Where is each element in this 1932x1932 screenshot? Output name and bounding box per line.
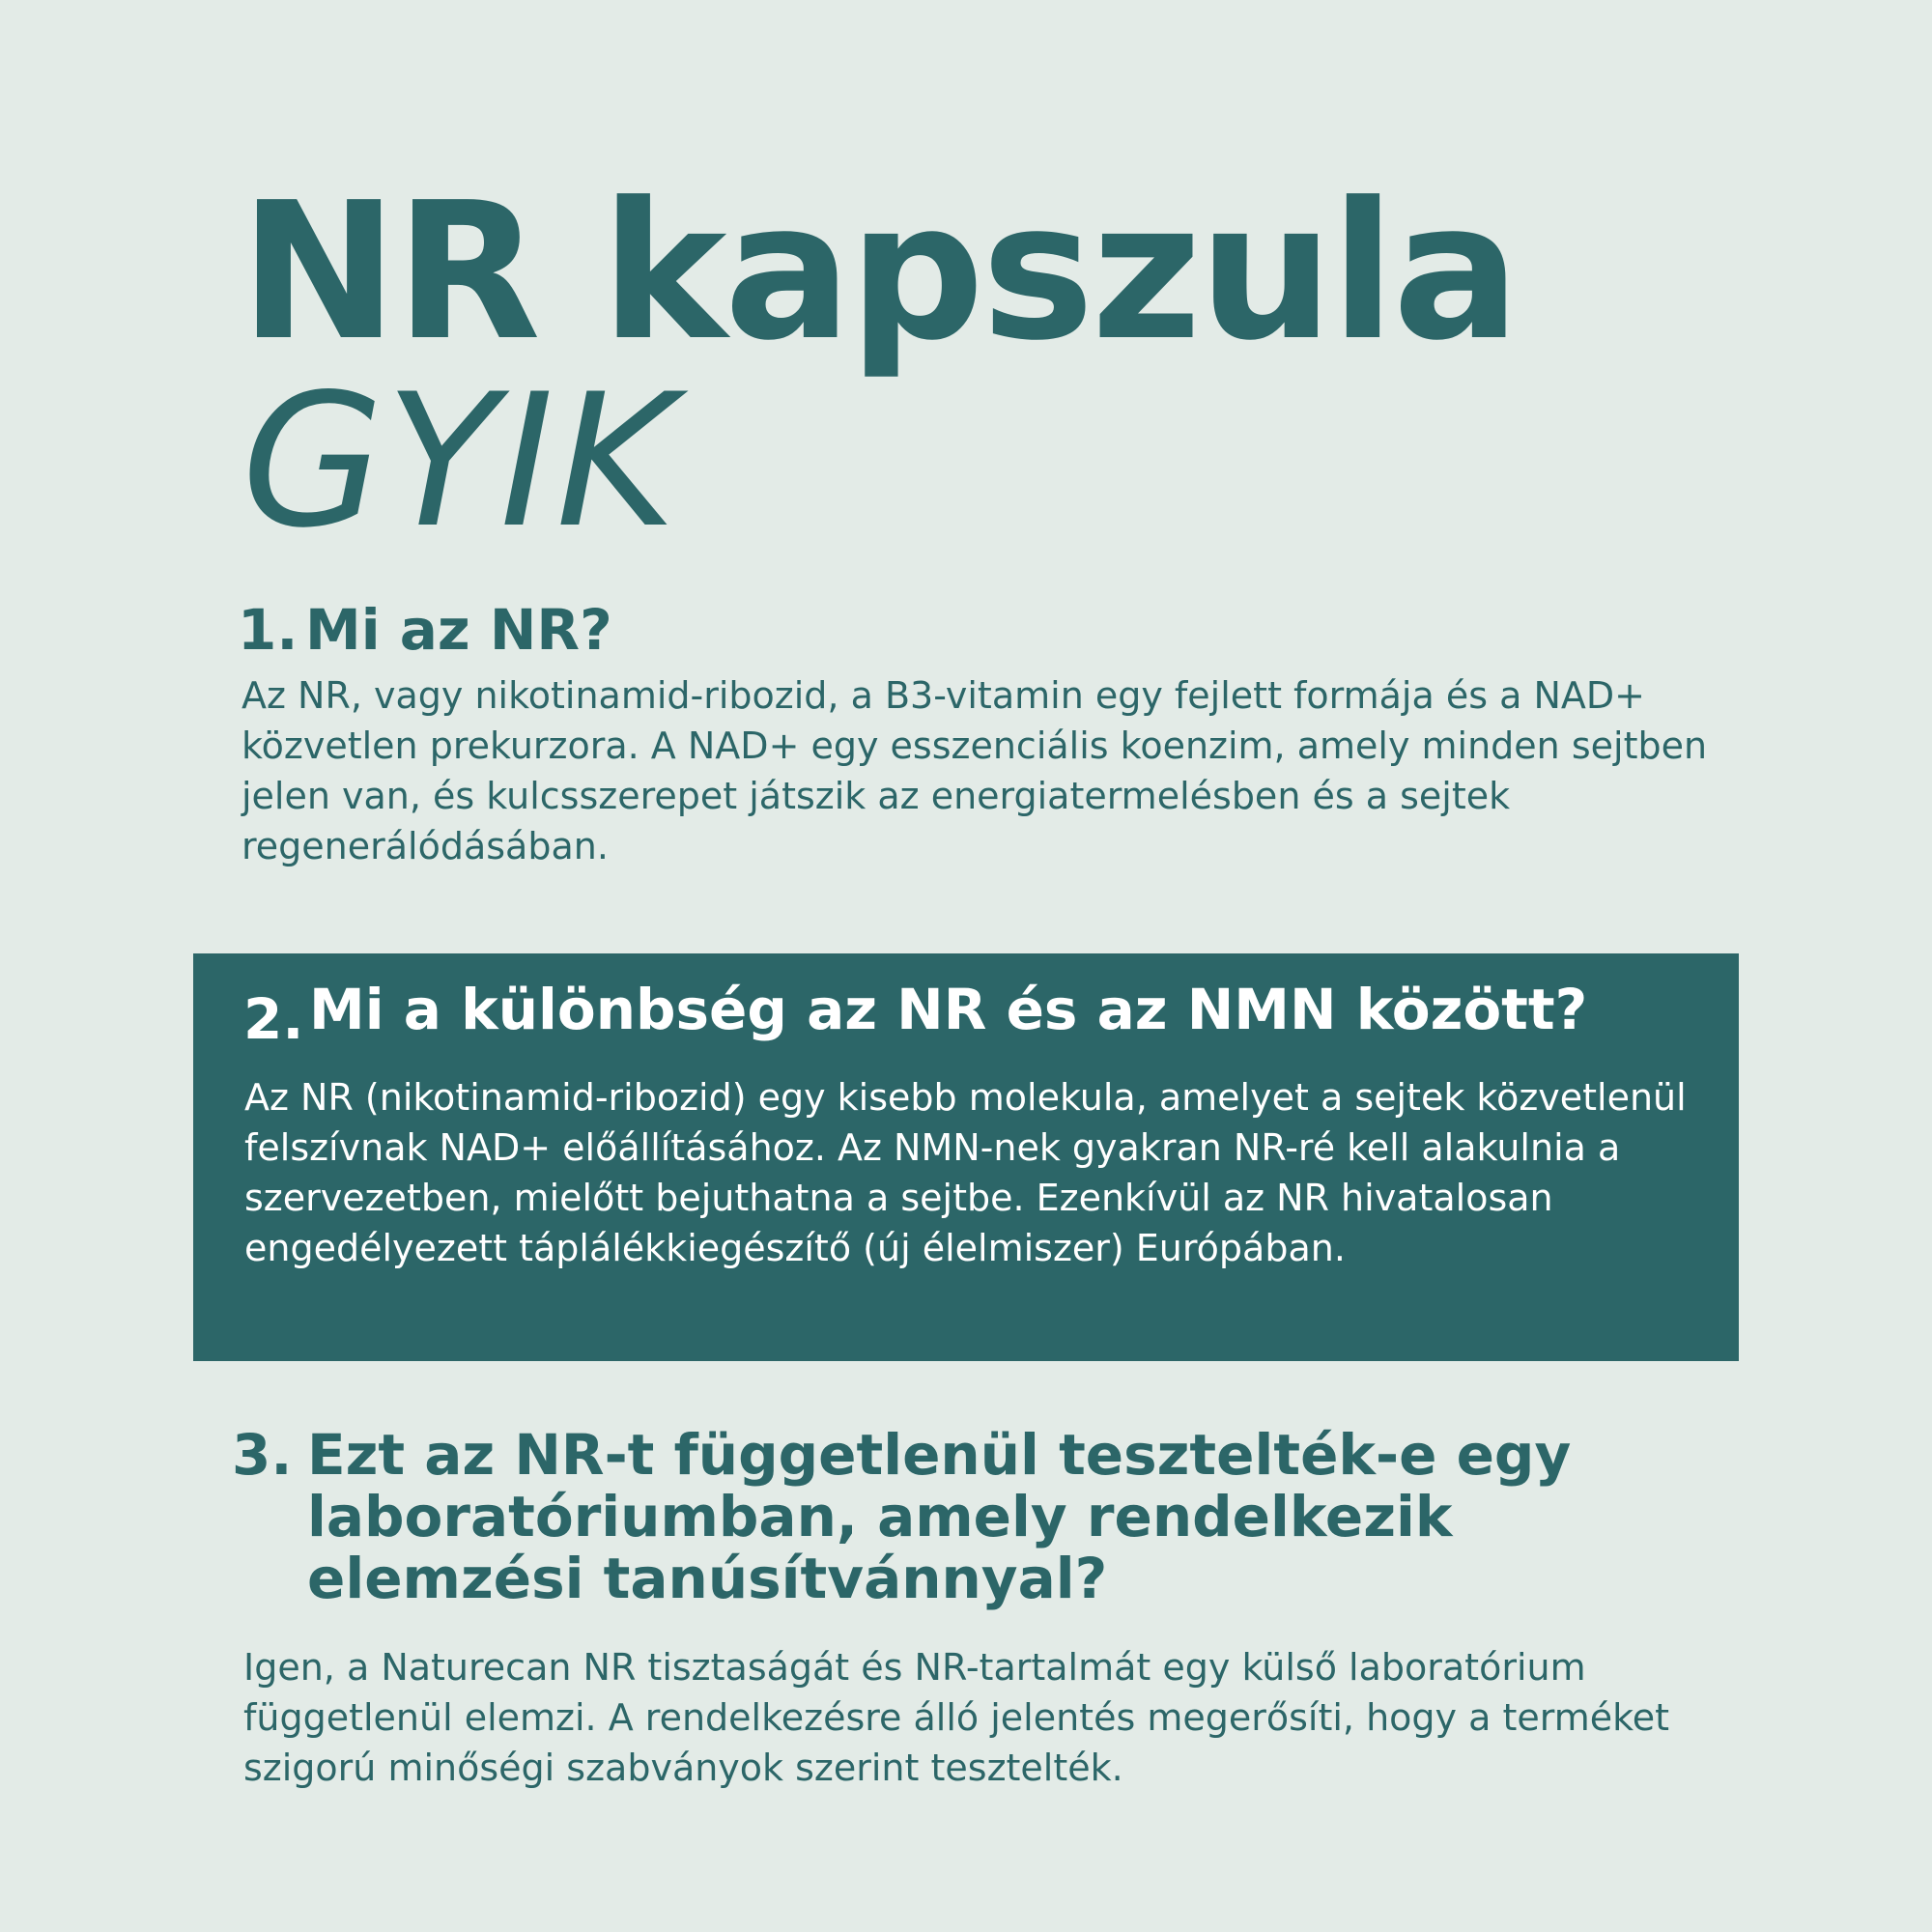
faq-number-3: 3.: [232, 1422, 293, 1488]
faq-question-text-3: Ezt az NR-t függetlenül tesztelték-e egy laboratóriumban, amely rendelkezik elemzési tanúsítvánnyal?: [307, 1422, 1572, 1611]
faq-number-1: 1.: [238, 597, 298, 663]
faq-answer-1: Az NR, vagy nikotinamid-ribozid, a B3-vitamin egy fejlett formája és a NAD+ közvetlen prekurzora. A NAD+ egy esszenciális koenzim, amely minden sejtben jelen van, és kulcsszerepet játszik az energiatermelésben és a sejtek regenerálódásában.: [242, 674, 1708, 867]
faq-number-2: 2.: [243, 986, 304, 1052]
faq-question-text-1: Mi az NR?: [305, 597, 612, 663]
page-title: NR kapszula: [240, 162, 1518, 383]
faq-answer-3: Igen, a Naturecan NR tisztaságát és NR-tartalmát egy külső laboratórium függetlenül elemzi. A rendelkezésre álló jelentés megerősíti, hogy a terméket szigorú minőségi szabványok szerint tesztelték.: [243, 1646, 1670, 1789]
faq-question-text-2: Mi a különbség az NR és az NMN között?: [309, 977, 1588, 1042]
page-subtitle: GYIK: [242, 355, 678, 568]
faq-answer-2: Az NR (nikotinamid-ribozid) egy kisebb molekula, amelyet a sejtek közvetlenül felszívnak NAD+ előállításához. Az NMN-nek gyakran NR-ré kell alakulnia a szervezetben, mielőtt bejuthatna a sejtbe. Ezenkívül az NR hivatalosan engedélyezett táplálékkiegészítő (új élelmiszer) Európában.: [244, 1076, 1687, 1269]
